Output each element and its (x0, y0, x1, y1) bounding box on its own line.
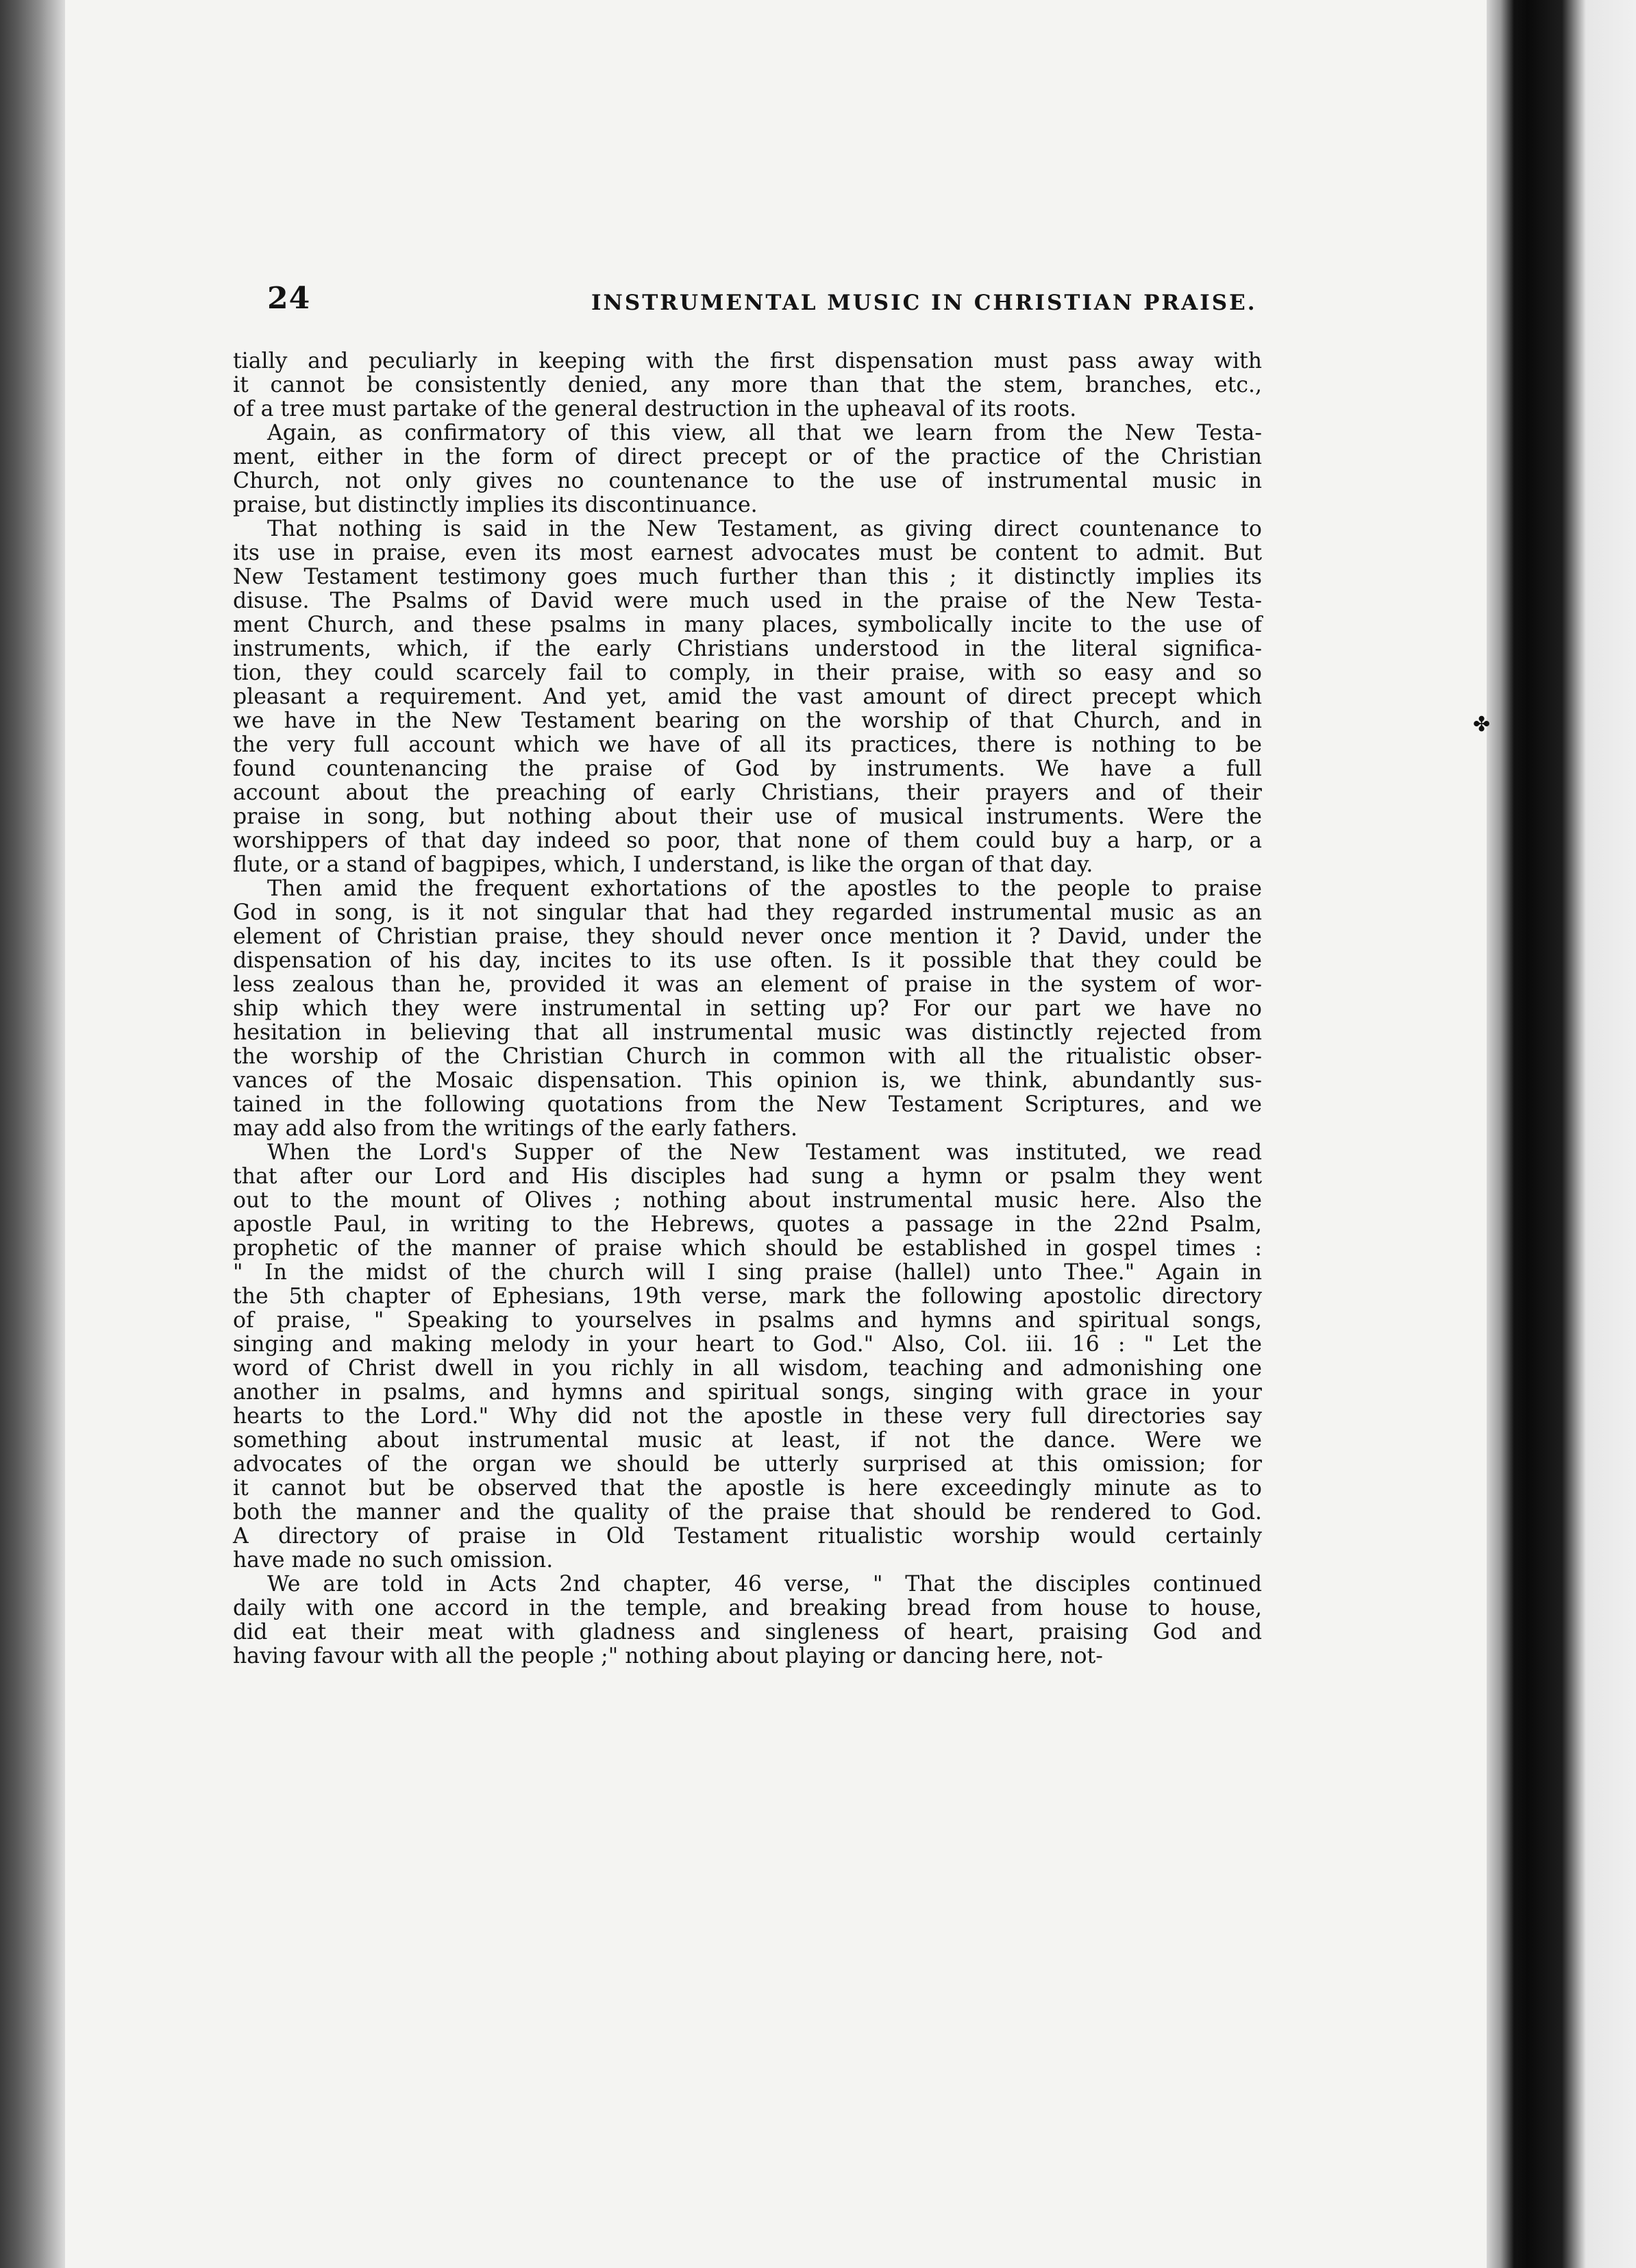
text-line: tained in the following quotations from the New Testament Scriptures, and we (233, 1092, 1262, 1117)
text-line: singing and making melody in your heart to God." Also, Col. iii. 16 : " Let the (233, 1332, 1262, 1357)
facing-page-edge (1487, 0, 1636, 2268)
text-line: God in song, is it not singular that had they regarded instrumental music as an (233, 900, 1262, 925)
text-line: A directory of praise in Old Testament ritualistic worship would certainly (233, 1524, 1262, 1549)
text-line: we have in the New Testament bearing on the worship of that Church, and in (233, 708, 1262, 733)
text-line: hesitation in believing that all instrumental music was distinctly rejected from (233, 1020, 1262, 1045)
text-line: advocates of the organ we should be utterly surprised at this omission; for (233, 1452, 1262, 1477)
text-line: We are told in Acts 2nd chapter, 46 verse, " That the disciples continued (267, 1572, 1262, 1597)
text-line: worshippers of that day indeed so poor, that none of them could buy a harp, or a (233, 828, 1262, 853)
text-line: apostle Paul, in writing to the Hebrews, quotes a passage in the 22nd Psalm, (233, 1212, 1262, 1237)
text-line: another in psalms, and hymns and spiritual songs, singing with grace in your (233, 1380, 1262, 1405)
paragraph (233, 1573, 1262, 1668)
text-line: hearts to the Lord." Why did not the apostle in these very full directories say (233, 1404, 1262, 1429)
text-line: of praise, " Speaking to yourselves in psalms and hymns and spiritual songs, (233, 1308, 1262, 1333)
text-line: less zealous than he, provided it was an element of praise in the system of wor- (233, 972, 1262, 997)
text-line: found countenancing the praise of God by instruments. We have a full (233, 756, 1262, 781)
text-line: instruments, which, if the early Christians understood in the literal significa- (233, 637, 1262, 661)
text-line: ment, either in the form of direct precept or of the practice of the Christian (233, 445, 1262, 469)
text-line: have made no such omission. (233, 1548, 554, 1573)
text-line: word of Christ dwell in you richly in all wisdom, teaching and admonishing one (233, 1356, 1262, 1381)
running-title: INSTRUMENTAL MUSIC IN CHRISTIAN PRAISE. (591, 291, 1257, 315)
text-line: ment Church, and these psalms in many places, symbolically incite to the use of (233, 613, 1262, 637)
margin-ornament-icon: ✤ (1473, 713, 1491, 737)
page-number: 24 (267, 281, 311, 316)
body-text (233, 349, 1262, 1668)
paragraph (233, 877, 1262, 1141)
text-line: disuse. The Psalms of David were much used in the praise of the New Testa- (233, 589, 1262, 613)
text-line: prophetic of the manner of praise which should be established in gospel times : (233, 1236, 1262, 1261)
text-line: account about the preaching of early Christians, their prayers and of their (233, 780, 1262, 805)
text-line: that after our Lord and His disciples had sung a hymn or psalm they went (233, 1164, 1262, 1189)
text-line: the 5th chapter of Ephesians, 19th verse, mark the following apostolic directory (233, 1284, 1262, 1309)
text-line: praise, but distinctly implies its discontinuance. (233, 493, 758, 517)
text-line: praise in song, but nothing about their use of musical instruments. Were the (233, 804, 1262, 829)
text-line: out to the mount of Olives ; nothing about instrumental music here. Also the (233, 1188, 1262, 1213)
text-line: did eat their meat with gladness and singleness of heart, praising God and (233, 1620, 1262, 1644)
text-line: the very full account which we have of all its practices, there is nothing to be (233, 732, 1262, 757)
text-line: the worship of the Christian Church in common with all the ritualistic obser- (233, 1044, 1262, 1069)
text-line: both the manner and the quality of the praise that should be rendered to God. (233, 1500, 1262, 1525)
text-line: tially and peculiarly in keeping with the first dispensation must pass away with (233, 349, 1262, 373)
text-line: may add also from the writings of the early fathers. (233, 1116, 798, 1141)
text-line: When the Lord's Supper of the New Testament was instituted, we read (267, 1140, 1262, 1165)
paragraph (233, 421, 1262, 517)
text-line: " In the midst of the church will I sing praise (hallel) unto Thee." Again in (233, 1260, 1262, 1285)
text-line: Again, as confirmatory of this view, all that we learn from the New Testa- (267, 421, 1262, 445)
text-line: element of Christian praise, they should never once mention it ? David, under the (233, 924, 1262, 949)
paragraph (233, 517, 1262, 877)
text-line: Then amid the frequent exhortations of the apostles to the people to praise (267, 876, 1262, 901)
running-head (202, 281, 1285, 322)
book-gutter-shadow (0, 0, 65, 2268)
text-line: That nothing is said in the New Testament, as giving direct countenance to (267, 517, 1262, 541)
text-line: tion, they could scarcely fail to comply, in their praise, with so easy and so (233, 661, 1262, 685)
paragraph (233, 349, 1262, 421)
text-line: flute, or a stand of bagpipes, which, I understand, is like the organ of that day. (233, 852, 1093, 877)
text-line: it cannot but be observed that the apostle is here exceedingly minute as to (233, 1476, 1262, 1501)
paragraph (233, 1141, 1262, 1573)
text-line: dispensation of his day, incites to its use often. Is it possible that they could be (233, 948, 1262, 973)
text-line: Church, not only gives no countenance to the use of instrumental music in (233, 469, 1262, 493)
text-line: something about instrumental music at least, if not the dance. Were we (233, 1428, 1262, 1453)
text-line: ship which they were instrumental in setting up? For our part we have no (233, 996, 1262, 1021)
text-line: its use in praise, even its most earnest advocates must be content to admit. But (233, 541, 1262, 565)
text-line: pleasant a requirement. And yet, amid the vast amount of direct precept which (233, 685, 1262, 709)
text-line: vances of the Mosaic dispensation. This opinion is, we think, abundantly sus- (233, 1068, 1262, 1093)
text-line: it cannot be consistently denied, any more than that the stem, branches, etc., (233, 373, 1262, 397)
text-line: of a tree must partake of the general destruction in the upheaval of its roots. (233, 397, 1077, 421)
text-line: daily with one accord in the temple, and breaking bread from house to house, (233, 1596, 1262, 1620)
text-line: New Testament testimony goes much further than this ; it distinctly implies its (233, 565, 1262, 589)
text-line: having favour with all the people ;" nothing about playing or dancing here, not- (233, 1644, 1103, 1668)
